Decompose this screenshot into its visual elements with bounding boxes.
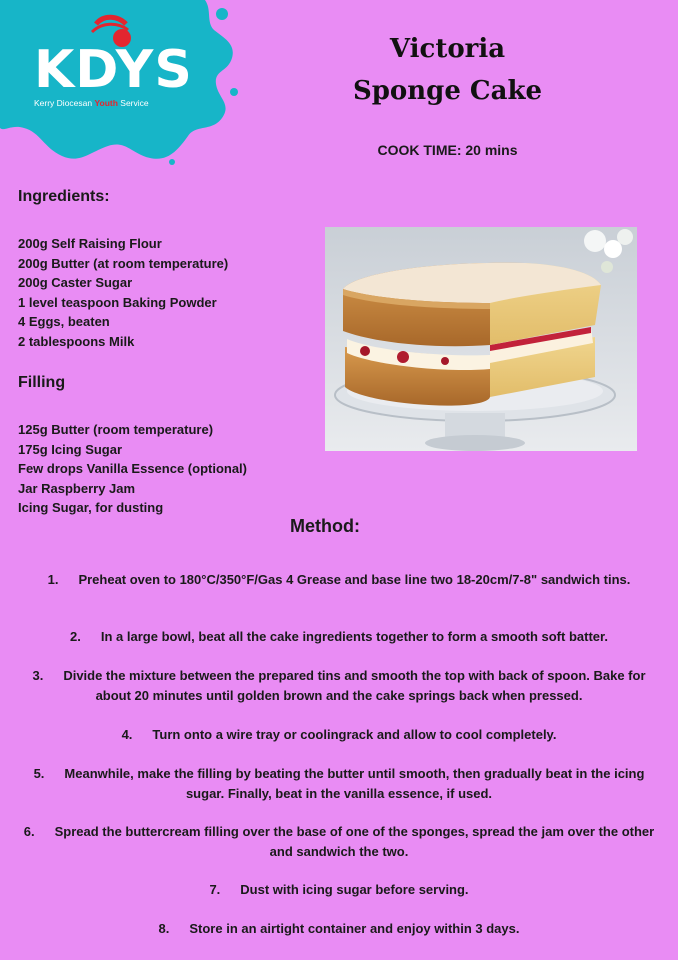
list-item: 200g Self Raising Flour <box>18 236 162 251</box>
list-item: 200g Butter (at room temperature) <box>18 255 229 271</box>
method-heading: Method: <box>290 516 360 536</box>
step-number: 6. <box>23 824 35 839</box>
method-step <box>0 627 678 647</box>
step-number: 4. <box>121 727 133 742</box>
step-text: Dust with icing sugar before serving. <box>240 882 469 897</box>
ingredients-list <box>18 234 228 352</box>
logo-wordmark: KDYS <box>34 40 193 100</box>
list-item: 2 tablespoons Milk <box>18 333 135 349</box>
step-text: Preheat oven to 180°C/350°F/Gas 4 Grease and base line two 18-20cm/7-8" sandwich tins. <box>78 572 631 587</box>
filling-heading: Filling <box>18 374 66 391</box>
step-text: In a large bowl, beat all the cake ingredients together to form a smooth soft batter. <box>100 629 608 644</box>
step-number: 7. <box>209 882 221 897</box>
step-text: Turn onto a wire tray or coolingrack and allow to cool completely. <box>152 727 557 742</box>
method-step <box>0 725 678 745</box>
victoria-sponge-cake-icon <box>325 227 637 451</box>
step-number: 1. <box>47 572 59 587</box>
list-item: 175g Icing Sugar <box>18 441 123 457</box>
step-number: 2. <box>70 629 81 644</box>
list-item: 1 level teaspoon Baking Powder <box>18 294 217 310</box>
step-number: 8. <box>158 921 170 936</box>
logo-subtitle: Kerry Diocesan Youth Service <box>34 98 149 108</box>
list-item: 200g Caster Sugar <box>18 275 133 291</box>
list-item: Jar Raspberry Jam <box>18 480 136 496</box>
step-text: Spread the buttercream filling over the base of one of the sponges, spread the jam over the other and sandwich the two. <box>54 824 655 859</box>
kdys-logo <box>0 0 240 165</box>
method-step <box>0 666 678 706</box>
cake-photo <box>325 227 637 451</box>
method-step <box>0 570 678 590</box>
list-item: 4 Eggs, beaten <box>18 314 110 330</box>
method-step <box>0 880 678 900</box>
method-step <box>0 822 678 862</box>
step-number: 5. <box>33 766 45 781</box>
step-text: Divide the mixture between the prepared tins and smooth the top with back of spoon. Bake for about 20 minutes until golden brown and the cake springs back when pressed. <box>63 668 646 703</box>
list-item: 125g Butter (room temperature) <box>18 422 214 437</box>
method-step <box>0 919 678 939</box>
list-item: Icing Sugar, for dusting <box>18 500 164 516</box>
method-step <box>0 764 678 804</box>
recipe-title: Victoria Sponge Cake <box>352 34 543 106</box>
filling-list <box>18 420 247 518</box>
step-text: Store in an airtight container and enjoy within 3 days. <box>189 921 520 936</box>
cook-time: COOK TIME: 20 mins <box>377 142 518 158</box>
ingredients-heading: Ingredients: <box>18 188 110 205</box>
step-number: 3. <box>32 668 44 683</box>
list-item: Few drops Vanilla Essence (optional) <box>18 461 247 477</box>
step-text: Meanwhile, make the filling by beating the butter until smooth, then gradually beat in the icing sugar. Finally, beat in the vanilla essence, if used. <box>64 766 645 801</box>
